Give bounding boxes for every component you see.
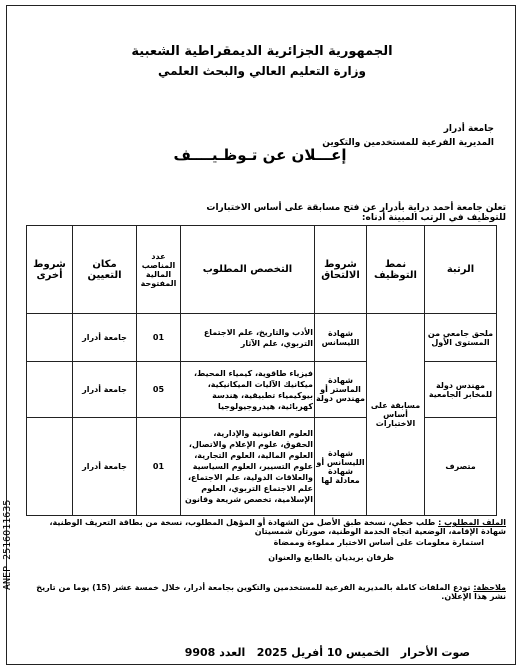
ministry-header: وزارة التعليم العالي والبحث العلمي bbox=[157, 64, 367, 78]
directorate-name: المديرية الفرعية للمستخدمين والتكوين bbox=[322, 138, 494, 148]
header-specialty: التخصص المطلوب bbox=[181, 226, 315, 314]
requirements-line-3: ظرفان بريديان بالطابع والعنوان bbox=[268, 553, 394, 562]
other-cell bbox=[27, 314, 73, 362]
place-cell: جامعة أدرار bbox=[73, 362, 137, 418]
announcement-title: إعـــلان عن تـوظـيــــف bbox=[173, 146, 347, 164]
grade-cell: ملحق جامعي من المستوى الأول bbox=[425, 314, 497, 362]
university-name: جامعة أدرار bbox=[443, 124, 494, 134]
mode-cell: مسابقة على أساس الاختبارات bbox=[367, 314, 425, 516]
header-place: مكان التعيين bbox=[73, 226, 137, 314]
table-header-row bbox=[27, 226, 497, 314]
issue-number: 9908 bbox=[184, 646, 216, 659]
count-cell: 01 bbox=[137, 418, 181, 516]
requirements-line-2: استمارة معلومات على أساس الاختبار مملوءة وممضاة bbox=[273, 538, 484, 547]
requirements-text: طلب خطي، نسخة طبق الأصل من الشهادة أو المؤهل المطلوب، نسخة من بطاقة التعريف الوطنية، شهادة الإقامة، الوضعية اتجاه الخدمة الوطنية، صورتان شمسيتان bbox=[49, 518, 506, 536]
grade-cell: مهندس دولة للمخابر الجامعية bbox=[425, 362, 497, 418]
table-row bbox=[27, 314, 497, 362]
specialty-cell: فيزياء طاقوية، كيمياء المحيط، ميكانيك الآليات الميكانيكية، بيوكيمياء تطبيقية، هندسة كهربائية، هيدروجيولوجيا bbox=[181, 362, 315, 418]
table-row bbox=[27, 362, 497, 418]
note-text: تودع الملفات كاملة بالمديرية الفرعية للمستخدمين والتكوين بجامعة أدرار، خلال خمسة عشر (15) يوما من تاريخ نشر هذا الإعلان. bbox=[36, 583, 506, 601]
newspaper-name: صوت الأحرار bbox=[400, 646, 470, 659]
intro-text: تعلن جامعة أحمد دراية بأدرار عن فتح مسابقة على أساس الاختبارات للتوظيف في الرتب المبينة أدناه: bbox=[206, 203, 506, 223]
count-cell: 01 bbox=[137, 314, 181, 362]
note-block bbox=[36, 583, 506, 601]
requirements-line-1 bbox=[36, 518, 506, 536]
recruitment-table bbox=[26, 225, 497, 516]
header-condition: شروط الالتحاق bbox=[315, 226, 367, 314]
header-grade: الرتبة bbox=[425, 226, 497, 314]
place-cell: جامعة أدرار bbox=[73, 418, 137, 516]
header-count: عدد المناصب المالية المفتوحة bbox=[137, 226, 181, 314]
specialty-cell: الأدب والتاريخ، علم الاجتماع التربوي، علم الآثار bbox=[181, 314, 315, 362]
publication-date: الخميس 10 أفريل 2025 bbox=[256, 646, 390, 659]
other-cell bbox=[27, 418, 73, 516]
requirements-label: الملف المطلوب : bbox=[438, 518, 506, 527]
specialty-cell: العلوم القانونية والإدارية، الحقوق، علوم الإعلام والاتصال، العلوم المالية، العلوم التجارية، علوم التسيير، العلوم السياسية والعلاقات الدولية، علم الاجتماع، علم الاجتماع التربوي، العلوم الإسلامية، تخصص شريعة وقانون bbox=[181, 418, 315, 516]
condition-cell: شهادة الليسانس أو شهادة معادلة لها bbox=[315, 418, 367, 516]
header-other: شروط أخرى bbox=[27, 226, 73, 314]
grade-cell: متصرف bbox=[425, 418, 497, 516]
condition-cell: شهادة الماستر أو مهندس دولة bbox=[315, 362, 367, 418]
other-cell bbox=[27, 362, 73, 418]
header-mode: نمط التوظيف bbox=[367, 226, 425, 314]
count-cell: 05 bbox=[137, 362, 181, 418]
place-cell: جامعة أدرار bbox=[73, 314, 137, 362]
issue-label: العدد bbox=[219, 646, 246, 659]
note-label: ملاحظة: bbox=[473, 583, 506, 592]
side-code bbox=[0, 440, 16, 600]
republic-header: الجمهورية الجزائرية الديمقراطية الشعبية bbox=[131, 44, 393, 59]
anep-code: ANEP 2516011635 bbox=[2, 499, 13, 590]
table-row bbox=[27, 418, 497, 516]
condition-cell: شهادة الليسانس bbox=[315, 314, 367, 362]
footer bbox=[150, 646, 470, 659]
